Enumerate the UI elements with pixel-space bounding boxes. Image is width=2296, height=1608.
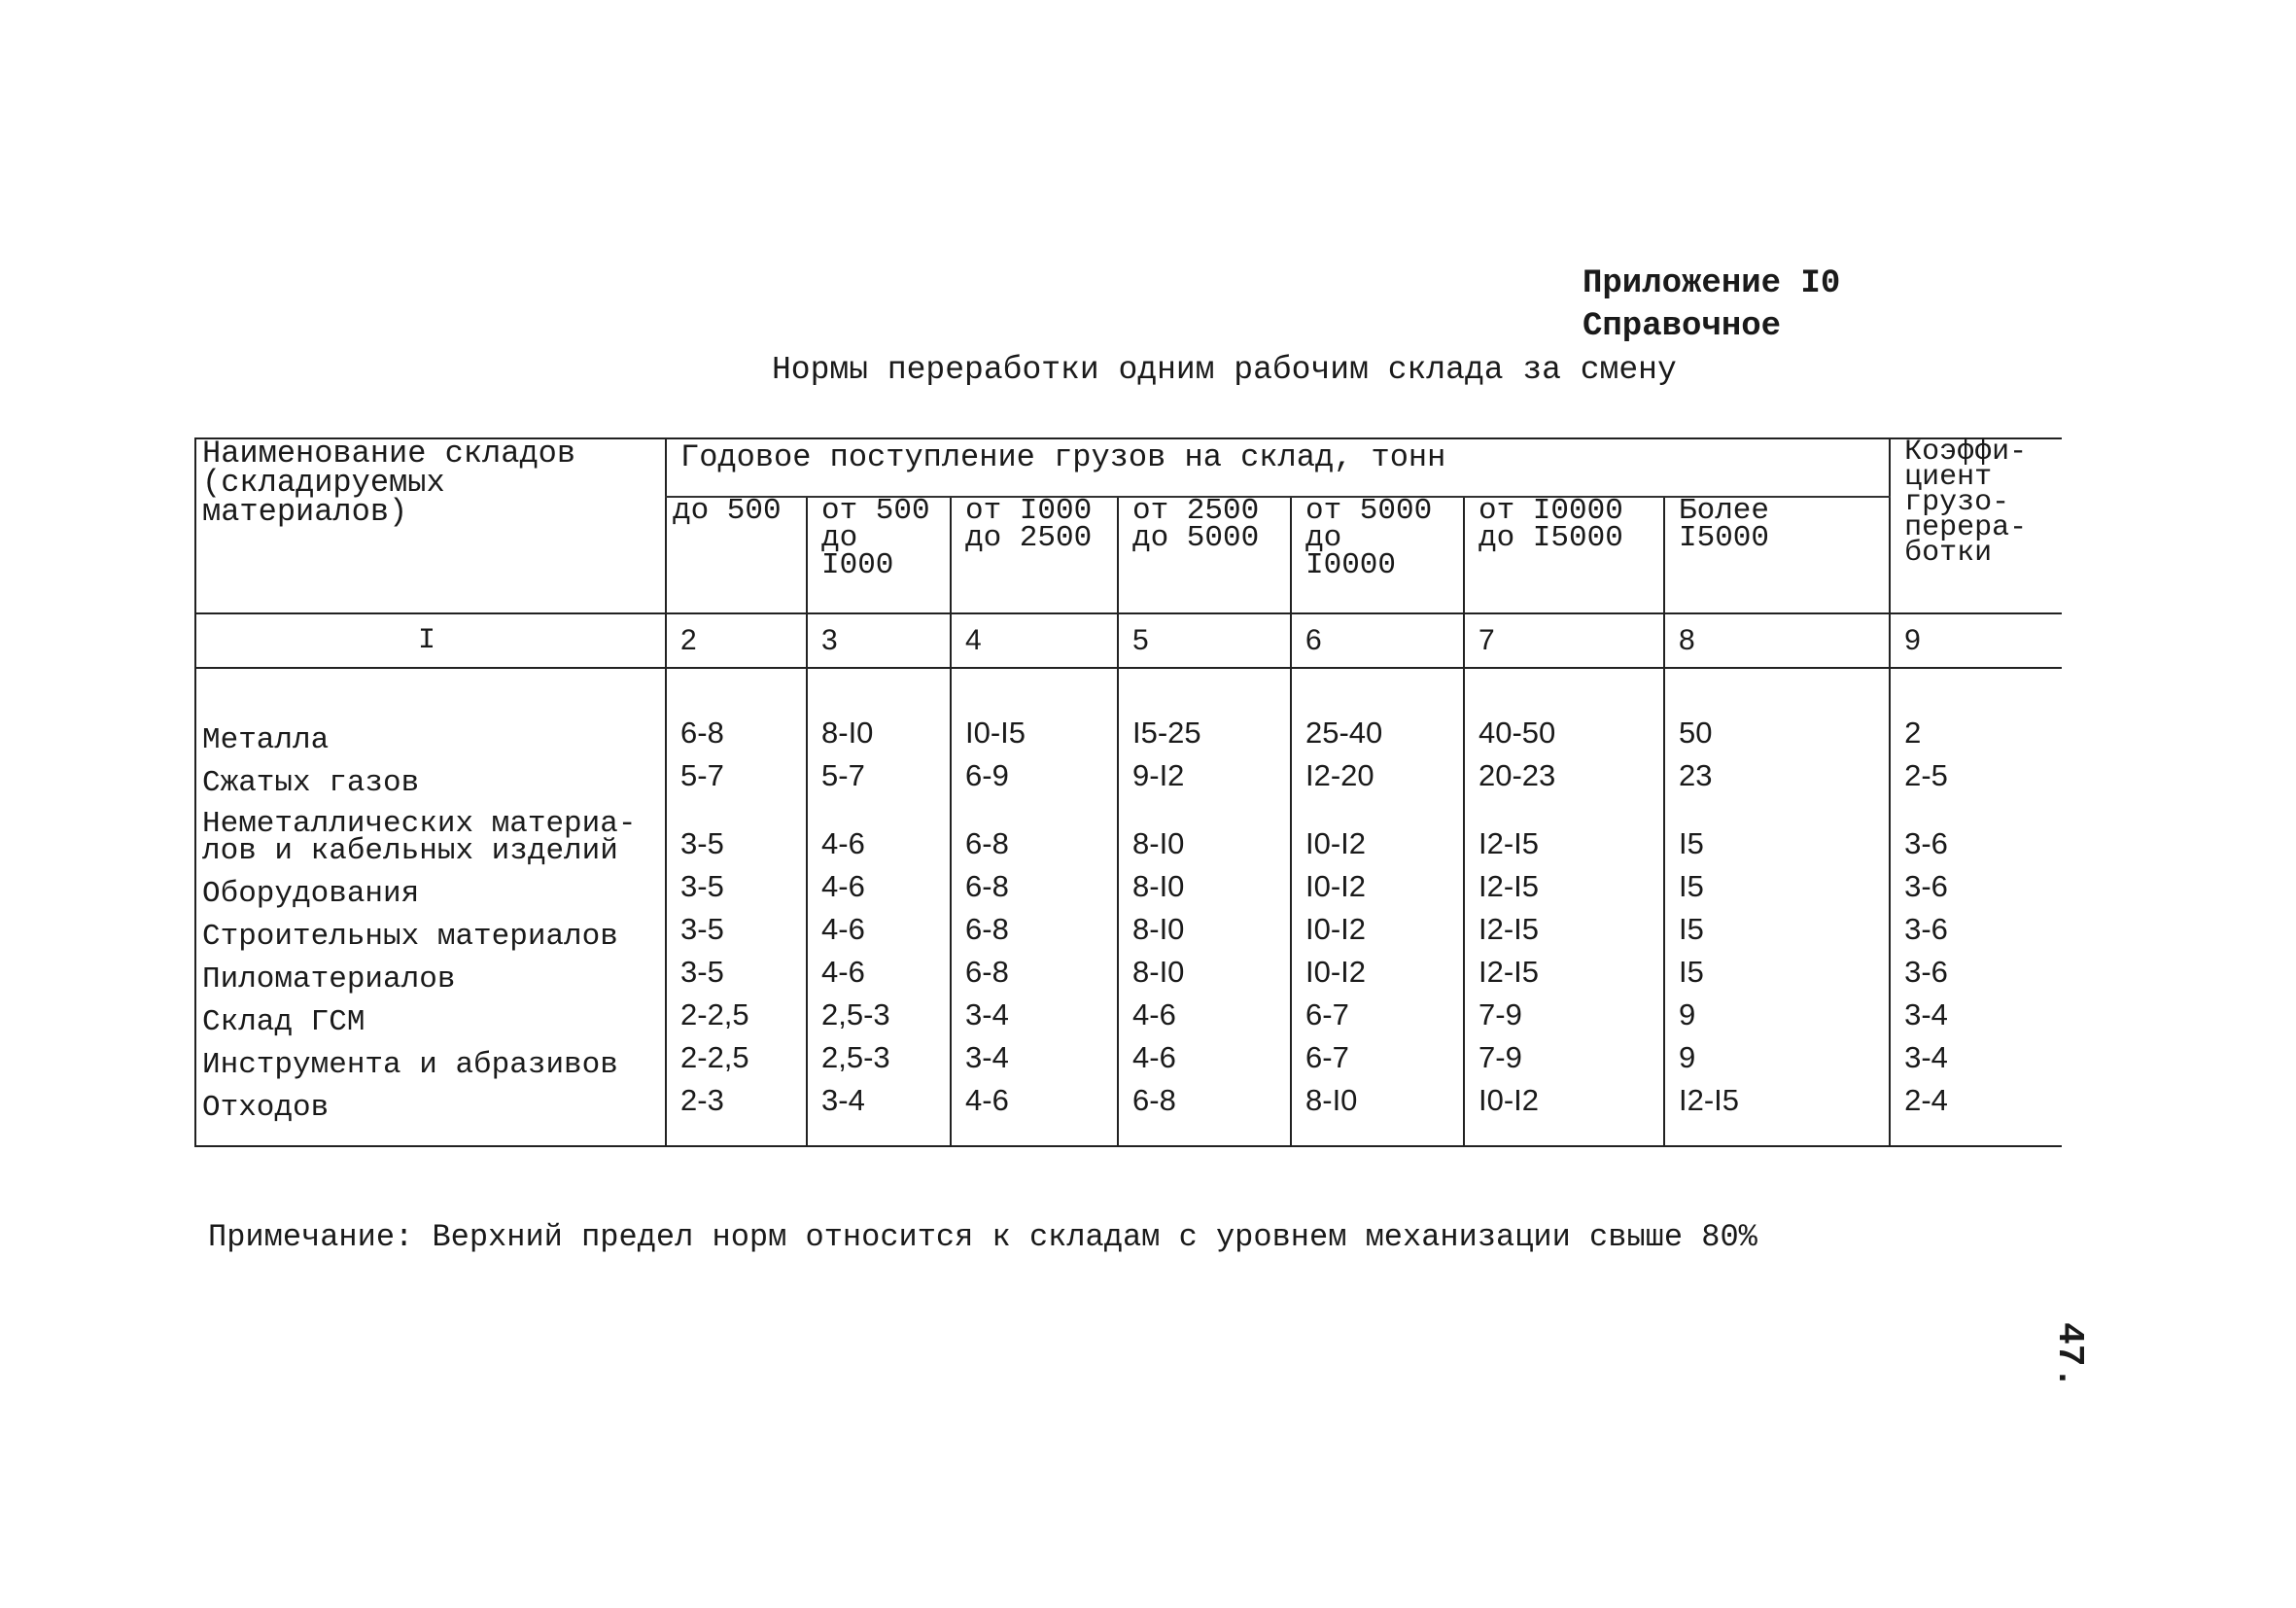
volume-header: от I000 до 2500: [951, 497, 1118, 613]
norm-value-cell: 6-8: [1118, 1079, 1291, 1122]
norm-value-cell: 25-40: [1291, 698, 1464, 754]
column-number: 4: [951, 613, 1118, 668]
norm-value-cell: 9: [1664, 994, 1890, 1036]
warehouse-name-cell: Неметаллических материа- лов и кабельных изделий: [195, 797, 666, 865]
warehouse-name-cell: Склад ГСМ: [195, 994, 666, 1036]
norm-value-cell: 6-8: [951, 797, 1118, 865]
norm-value-cell: 7-9: [1464, 994, 1664, 1036]
page-number: 47.: [2048, 1322, 2090, 1389]
coefficient-cell: 3-4: [1890, 1036, 2062, 1079]
norm-value-cell: 4-6: [1118, 1036, 1291, 1079]
table-row: [195, 797, 2062, 865]
norms-table: [194, 437, 2062, 1147]
volume-header: от 2500 до 5000: [1118, 497, 1291, 613]
coefficient-cell: 3-6: [1890, 951, 2062, 994]
table-row: [195, 908, 2062, 951]
volume-header: от I0000 до I5000: [1464, 497, 1664, 613]
table-note: Примечание: Верхний предел норм относится к складам с уровнем механизации свыше 80%: [208, 1219, 1757, 1255]
norm-value-cell: I0-I2: [1291, 951, 1464, 994]
norm-value-cell: 2-2,5: [666, 1036, 807, 1079]
norm-value-cell: I2-I5: [1664, 1079, 1890, 1122]
warehouse-name-cell: Строительных материалов: [195, 908, 666, 951]
column-number-row: [195, 613, 2062, 668]
norm-value-cell: 2,5-3: [807, 994, 951, 1036]
norm-value-cell: 4-6: [807, 865, 951, 908]
coefficient-cell: 3-4: [1890, 994, 2062, 1036]
norm-value-cell: 8-I0: [1118, 797, 1291, 865]
table-row: [195, 698, 2062, 754]
coefficient-header: Коэффи- циент грузо- перера- ботки: [1890, 438, 2062, 613]
volume-header: от 5000 до I0000: [1291, 497, 1464, 613]
norm-value-cell: 3-4: [951, 994, 1118, 1036]
norm-value-cell: 6-8: [666, 698, 807, 754]
norm-value-cell: I5: [1664, 908, 1890, 951]
norm-value-cell: I0-I2: [1291, 797, 1464, 865]
column-number: 9: [1890, 613, 2062, 668]
norm-value-cell: 2-3: [666, 1079, 807, 1122]
norm-value-cell: 8-I0: [1291, 1079, 1464, 1122]
norm-value-cell: 6-8: [951, 908, 1118, 951]
norm-value-cell: 8-I0: [807, 698, 951, 754]
norm-value-cell: 50: [1664, 698, 1890, 754]
annual-intake-header: Годовое поступление грузов на склад, тонн: [666, 438, 1890, 497]
appendix-type: Справочное: [1583, 308, 1782, 345]
norm-value-cell: 6-8: [951, 951, 1118, 994]
norm-value-cell: 9-I2: [1118, 754, 1291, 797]
appendix-label: [1583, 262, 1840, 348]
warehouse-name-cell: Металла: [195, 698, 666, 754]
column-number: 3: [807, 613, 951, 668]
warehouse-name-cell: Сжатых газов: [195, 754, 666, 797]
norm-value-cell: 4-6: [951, 1079, 1118, 1122]
norm-value-cell: 8-I0: [1118, 865, 1291, 908]
coefficient-cell: 3-6: [1890, 908, 2062, 951]
header-row-main: [195, 438, 2062, 497]
norm-value-cell: 6-8: [951, 865, 1118, 908]
norm-value-cell: I5-25: [1118, 698, 1291, 754]
table-row: [195, 1036, 2062, 1079]
norm-value-cell: 3-5: [666, 797, 807, 865]
table-row: [195, 951, 2062, 994]
table-end-row: [195, 1122, 2062, 1146]
table-row: [195, 1079, 2062, 1122]
norm-value-cell: 4-6: [807, 908, 951, 951]
table-row: [195, 994, 2062, 1036]
norm-value-cell: 8-I0: [1118, 908, 1291, 951]
norm-value-cell: I2-I5: [1464, 865, 1664, 908]
warehouse-name-cell: Оборудования: [195, 865, 666, 908]
column-number: I: [195, 613, 666, 668]
table-row: [195, 754, 2062, 797]
norm-value-cell: I0-I2: [1291, 908, 1464, 951]
norm-value-cell: I5: [1664, 797, 1890, 865]
norm-value-cell: 4-6: [807, 797, 951, 865]
table-row: [195, 865, 2062, 908]
norm-value-cell: 8-I0: [1118, 951, 1291, 994]
spacer-row: [195, 668, 2062, 698]
norm-value-cell: I5: [1664, 865, 1890, 908]
norm-value-cell: 4-6: [807, 951, 951, 994]
norm-value-cell: 6-9: [951, 754, 1118, 797]
norm-value-cell: I2-I5: [1464, 951, 1664, 994]
coefficient-cell: 2-4: [1890, 1079, 2062, 1122]
norm-value-cell: 20-23: [1464, 754, 1664, 797]
coefficient-cell: 2: [1890, 698, 2062, 754]
warehouse-name-cell: Отходов: [195, 1079, 666, 1122]
norm-value-cell: 9: [1664, 1036, 1890, 1079]
coefficient-cell: 3-6: [1890, 797, 2062, 865]
norm-value-cell: I0-I2: [1464, 1079, 1664, 1122]
coefficient-cell: 3-6: [1890, 865, 2062, 908]
norm-value-cell: 23: [1664, 754, 1890, 797]
appendix-number: Приложение I0: [1583, 265, 1841, 302]
norm-value-cell: 7-9: [1464, 1036, 1664, 1079]
page-title: Нормы переработки одним рабочим склада за смену: [772, 352, 1677, 388]
norm-value-cell: 5-7: [666, 754, 807, 797]
norm-value-cell: 2,5-3: [807, 1036, 951, 1079]
norm-value-cell: 6-7: [1291, 1036, 1464, 1079]
norm-value-cell: I5: [1664, 951, 1890, 994]
column-number: 2: [666, 613, 807, 668]
column-number: 6: [1291, 613, 1464, 668]
coefficient-cell: 2-5: [1890, 754, 2062, 797]
norm-value-cell: 5-7: [807, 754, 951, 797]
norm-value-cell: I2-20: [1291, 754, 1464, 797]
norm-value-cell: 3-4: [807, 1079, 951, 1122]
norm-value-cell: 2-2,5: [666, 994, 807, 1036]
column-number: 7: [1464, 613, 1664, 668]
norm-value-cell: 3-5: [666, 908, 807, 951]
column-number: 8: [1664, 613, 1890, 668]
norm-value-cell: 3-4: [951, 1036, 1118, 1079]
norm-value-cell: I0-I2: [1291, 865, 1464, 908]
volume-header: от 500 до I000: [807, 497, 951, 613]
norm-value-cell: 3-5: [666, 951, 807, 994]
warehouse-name-cell: Инструмента и абразивов: [195, 1036, 666, 1079]
norm-value-cell: I2-I5: [1464, 908, 1664, 951]
volume-header: Более I5000: [1664, 497, 1890, 613]
volume-header: до 500: [666, 497, 807, 613]
column-number: 5: [1118, 613, 1291, 668]
norm-value-cell: I0-I5: [951, 698, 1118, 754]
norm-value-cell: 4-6: [1118, 994, 1291, 1036]
norm-value-cell: 40-50: [1464, 698, 1664, 754]
norm-value-cell: I2-I5: [1464, 797, 1664, 865]
warehouse-name-cell: Пиломатериалов: [195, 951, 666, 994]
norm-value-cell: 3-5: [666, 865, 807, 908]
warehouse-name-header: Наименование складов (складируемых материалов): [195, 438, 666, 613]
table-body: [195, 698, 2062, 1125]
norm-value-cell: 6-7: [1291, 994, 1464, 1036]
